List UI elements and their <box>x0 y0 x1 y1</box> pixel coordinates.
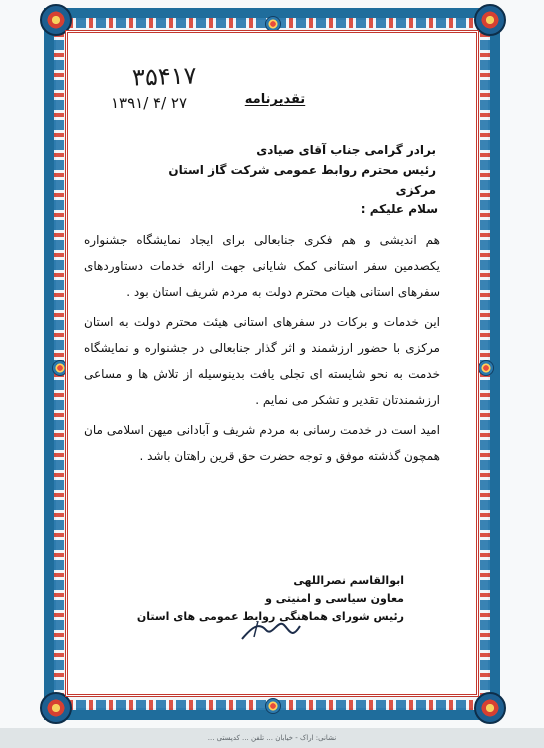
addressee-line-1: برادر گرامی جناب آقای صیادی <box>256 143 436 157</box>
registration-number: ۳۵۴۱۷ <box>131 61 197 92</box>
document-title: تقدیرنامه <box>244 92 306 107</box>
right-center-ornament <box>478 360 494 376</box>
greeting: سلام علیکم : <box>360 202 438 216</box>
letter-content <box>84 52 460 672</box>
signer-title-1: معاون سیاسی و امنیتی و <box>265 592 404 605</box>
paragraph-1: هم اندیشی و هم فکری جنابعالی برای ایجاد نمایشگاه جشنواره یکصدمین سفر استانی کمک شایانی جهت ارائه خدمات دستاوردهای سفرهای استانی هیات محترم دولت به مردم شریف استان بود . <box>84 233 440 299</box>
addressee-line-2: رئیس محترم روابط عمومی شرکت گاز استان مرکزی <box>168 163 436 197</box>
letter-body <box>84 227 440 473</box>
addressee-block <box>136 140 436 200</box>
signer-title-2: رئیس شورای هماهنگی روابط عمومی های استان <box>136 610 404 623</box>
paragraph-3: امید است در خدمت رسانی به مردم شریف و آبادانی میهن اسلامی مان همچون گذشته موفق و توجه حضرت حق قرین راهتان باشد . <box>84 423 440 463</box>
footer-address-strip: نشانی: اراک - خیابان ... تلفن ... کدپستی ... <box>0 728 544 748</box>
handwritten-signature <box>234 617 304 647</box>
signer-name: ابوالقاسم نصراللهی <box>293 574 404 587</box>
document-date: ۱۳۹۱/ ۴/ ۲۷ <box>111 94 188 112</box>
paragraph-2: این خدمات و برکات در سفرهای استانی هیئت محترم دولت به استان مرکزی با حضور ارزشمند و اثر گذار جنابعالی در جشنواره و نمایشگاه خدمت به نحو شایسته ای تجلی یافت بدینوسیله از تلاش ها و مساعی ارزشمندتان تقدیر و تشکر می نمایم . <box>84 315 440 407</box>
bottom-center-ornament <box>265 698 281 714</box>
